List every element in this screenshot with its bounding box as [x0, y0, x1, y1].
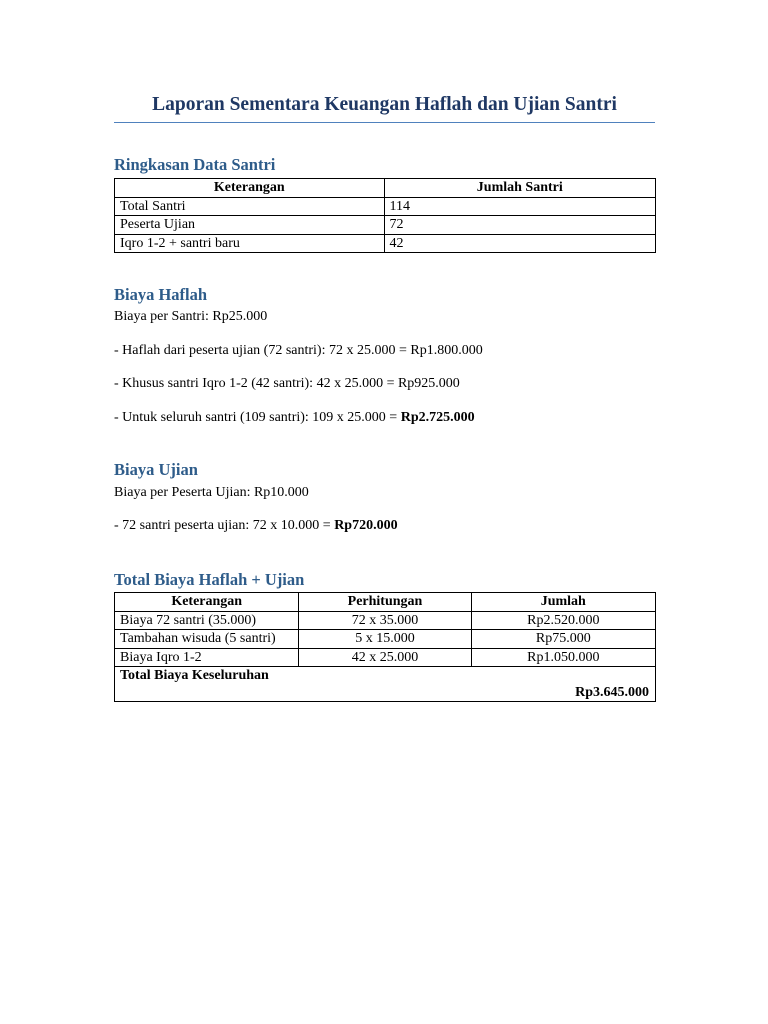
table-cell: 42 x 25.000 [299, 648, 471, 667]
table-cell: Iqro 1-2 + santri baru [115, 234, 385, 253]
column-header: Jumlah Santri [384, 179, 655, 198]
ujian-per-peserta: Biaya per Peserta Ujian: Rp10.000 [114, 485, 309, 500]
table-cell: Rp1.050.000 [471, 648, 655, 667]
total-heading: Total Biaya Haflah + Ujian [114, 570, 305, 589]
table-cell: Peserta Ujian [115, 216, 385, 235]
table-header-row [115, 179, 656, 198]
table-cell: Rp2.520.000 [471, 611, 655, 630]
table-cell: Biaya Iqro 1-2 [115, 648, 299, 667]
haflah-heading: Biaya Haflah [114, 285, 208, 304]
column-header: Jumlah [471, 593, 655, 612]
table-cell: 72 [384, 216, 655, 235]
ringkasan-heading: Ringkasan Data Santri [114, 155, 276, 174]
haflah-per-santri: Biaya per Santri: Rp25.000 [114, 309, 268, 324]
title-underline [114, 122, 655, 123]
table-row [115, 648, 656, 667]
table-header-row [115, 593, 656, 612]
ringkasan-table [114, 178, 656, 253]
table-cell: Biaya 72 santri (35.000) [115, 611, 299, 630]
haflah-line-3 [114, 409, 475, 427]
table-row [115, 611, 656, 630]
table-cell: Total Santri [115, 197, 385, 216]
ujian-line-1-text: - 72 santri peserta ujian: 72 x 10.000 = [114, 518, 335, 533]
haflah-line-1: - Haflah dari peserta ujian (72 santri): 72 x 25.000 = Rp1.800.000 [114, 343, 483, 358]
table-row [115, 630, 656, 649]
total-table [114, 592, 656, 702]
table-cell: 114 [384, 197, 655, 216]
table-cell: 72 x 35.000 [299, 611, 471, 630]
ujian-line-1-total: Rp720.000 [334, 518, 398, 533]
column-header: Perhitungan [299, 593, 471, 612]
ujian-heading: Biaya Ujian [114, 460, 198, 479]
table-row [115, 216, 656, 235]
table-cell: 42 [384, 234, 655, 253]
table-cell: Rp75.000 [471, 630, 655, 649]
haflah-line-3-text: - Untuk seluruh santri (109 santri): 109 x 25.000 = [114, 410, 401, 425]
page-title: Laporan Sementara Keuangan Haflah dan Ujian Santri [152, 94, 617, 115]
haflah-line-2: - Khusus santri Iqro 1-2 (42 santri): 42 x 25.000 = Rp925.000 [114, 376, 460, 391]
ujian-line-1 [114, 517, 398, 535]
table-cell: Tambahan wisuda (5 santri) [115, 630, 299, 649]
haflah-line-3-total: Rp2.725.000 [400, 410, 475, 425]
grand-total-label: Total Biaya Keseluruhan [120, 668, 269, 683]
grand-total-amount: Rp3.645.000 [575, 685, 649, 700]
grand-total-cell [115, 667, 656, 702]
table-row [115, 197, 656, 216]
column-header: Keterangan [115, 593, 299, 612]
table-cell: 5 x 15.000 [299, 630, 471, 649]
grand-total-row [115, 667, 656, 702]
column-header: Keterangan [115, 179, 385, 198]
table-row [115, 234, 656, 253]
